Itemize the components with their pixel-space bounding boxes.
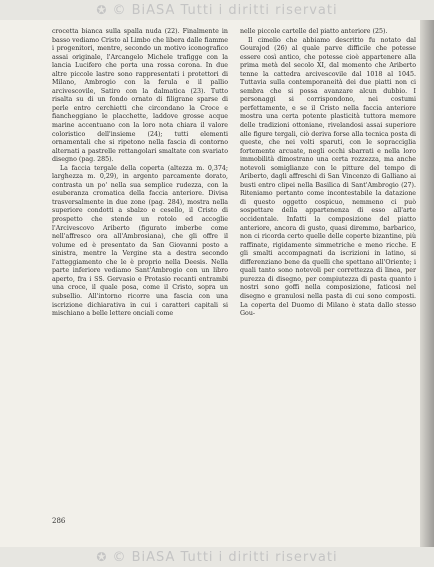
paragraph: La faccia tergale della coperta (altezza m. 0,374; larghezza m. 0,29), in argento parcamente dorato, contrasta un po' nella sua semplice rudezza, con la esuberanza cromatica della faccia anteriore. Divisa trasversalmente in due zone (pag. 284), mostra nella superiore condotti a sbalzo e cesello, il Cristo di prospetto che stende un rotolo ed accoglie l'Arcivescovo Ariberto (figurato imberbe come nell'affresco ora all'Ambrosiana), che gli offre il volume ed è presentato da San Giovanni posto a sinistra, mentre la Vergine sta a destra secondo l'atteggiamento che le è proprio nella Deesis. Nella parte inferiore vediamo Sant'Ambrogio con un libro aperto, fra i SS. Gervasio e Protasio recanti entrambi una croce, il quale posa, come il Cristo, sopra un subsellio. All'intorno ricorre una fascia con una iscrizione dichiarativa in cui i caratteri capitali si mischiano a belle lettere onciali come [52, 164, 228, 318]
watermark-text-top: © BiASA Tutti i diritti riservati [112, 2, 338, 18]
text-column-right [240, 28, 416, 319]
watermark-banner-top [0, 0, 434, 20]
page-number: 286 [52, 517, 66, 525]
paragraph: nelle piccole cartelle del piatto anteriore (25). [240, 28, 388, 35]
biasa-logo-icon: ✪ [96, 3, 108, 17]
book-page [52, 28, 416, 538]
watermark-text-bottom: © BiASA Tutti i diritti riservati [112, 549, 338, 565]
paragraph: Il cimelio che abbiamo descritto fu notato dal Gourajod (26) al quale parve difficile che potesse essere così antico, che potesse cioè appartenere alla prima metà del secolo XI, dal momento che Ariberto tenne la cattedra arcivescovile dal 1018 al 1045. Tuttavia sulla contemporaneità dei due piatti non ci sembra che si possa avanzare alcun dubbio. I personaggi si corrispondono, nei costumi perfettamente, e se il Cristo nella faccia anteriore mostra una certa potente plasticità tuttora memore delle tradizioni ottoniane, rivelandosi assai superiore alle figure tergali, ciò deriva forse alla tecnica posta di queste, che nei volti sparuti, con le sopracciglia fortemente arcuate, negli occhi sbarrati e nella loro immobilità dimostrano una certa rozzezza, ma anche notevoli somiglianze con le pitture del tempo di Ariberto, dagli affreschi di San Vincenzo di Galliano ai busti entro clipei nella Basilica di Sant'Ambrogio (27). Riteniamo pertanto come incontestabile la datazione di questo oggetto cospicuo, nemmeno ci può sospettare della appartenenza di esso all'arte occidentale. Infatti la composizione del piatto anteriore, ancora di gusto, quasi diremmo, barbarico, non ci ricorda certo quelle delle coperte bizantine, più raffinate, rigidamente simmetriche e meno ricche. E gli smalti accompagnati da iscrizioni in latino, si differenziano bene da quelli che spettano all'Oriente; i quali tanto sono notevoli per correttezza di linea, per purezza di disegno, per compiutezza di pasta quanto i nostri sono goffi nella composizione, faticosi nel disegno e granulosi nella pasta di cui sono composti. La coperta del Duomo di Milano è stata dallo stesso Gou- [240, 36, 416, 318]
text-column-left [52, 28, 228, 319]
biasa-logo-icon: ✪ [96, 550, 108, 564]
watermark-banner-bottom [0, 547, 434, 567]
book-spine-shadow [420, 20, 434, 547]
paragraph: crocetta bianca sulla spalla nuda (22). Finalmente in basso vediamo Cristo al Limbo che libera dalle fiamme i progenitori, mentre, secondo un motivo iconografico assai originale, l'Arcangelo Michele trafigge con la lancia Lucifero che porta una rossa corona. In due altre piccole lastre sono rappresentati i protettori di Milano, Ambrogio con la ferula e il pallio arcivescovile, Satiro con la dalmatica (23). Tutto risalta su di un fondo ornato di filigrane sparse di perle entro cerchietti che circondano la Croce e fiancheggiano le placchette, laddove grosse acque marine accentuano con la loro nota chiara il valore coloristico dell'insieme (24); tutti elementi ornamentali che si ripetono nella fascia di contorno alternati a pastrelle rettangolari smaltate con svariato disegno (pag. 285). [52, 28, 228, 164]
